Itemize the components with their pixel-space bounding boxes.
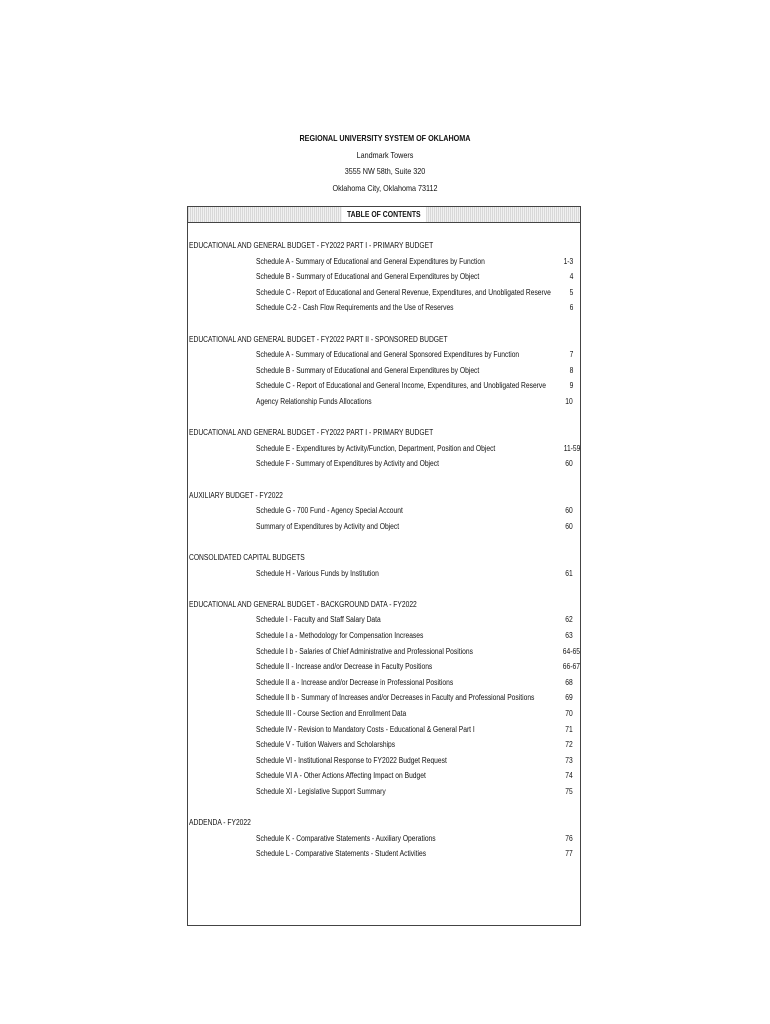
toc-entry [188, 631, 580, 641]
toc-entry [188, 444, 580, 454]
toc-entry-page: 66-67 [562, 662, 580, 672]
city-address: Oklahoma City, Oklahoma 73112 [332, 182, 438, 193]
section-heading: EDUCATIONAL AND GENERAL BUDGET - FY2022 PART II - SPONSORED BUDGET [189, 334, 448, 344]
toc-entry-page: 4 [569, 272, 573, 282]
toc-entry-label: Schedule VI - Institutional Response to FY2022 Budget Request [256, 755, 447, 765]
toc-entry-page: 5 [569, 287, 573, 297]
toc-entry [188, 397, 580, 407]
toc-entry-label: Schedule A - Summary of Educational and General Sponsored Expenditures by Function [256, 350, 520, 360]
toc-entry-page: 60 [565, 459, 573, 469]
toc-entry-label: Schedule B - Summary of Educational and General Expenditures by Object [256, 365, 480, 375]
toc-entry-label: Schedule II a - Increase and/or Decrease in Professional Positions [256, 677, 454, 687]
toc-entry [188, 272, 580, 282]
toc-entry [188, 771, 580, 781]
toc-entry-label: Schedule I b - Salaries of Chief Administrative and Professional Positions [256, 646, 473, 656]
toc-entry-label: Schedule I a - Methodology for Compensation Increases [256, 631, 424, 640]
toc-entry [188, 709, 580, 719]
toc-entry-label: Schedule II - Increase and/or Decrease in Faculty Positions [256, 662, 433, 672]
table-of-contents-box [187, 206, 581, 926]
toc-entry-label: Schedule XI - Legislative Support Summary [256, 787, 386, 796]
toc-entry-page: 72 [565, 740, 573, 750]
toc-entry-label: Schedule VI A - Other Actions Affecting Impact on Budget [256, 771, 426, 781]
section-heading: AUXILIARY BUDGET - FY2022 [189, 490, 283, 500]
toc-title: TABLE OF CONTENTS [342, 207, 426, 222]
toc-entry [188, 522, 580, 532]
toc-entry [188, 849, 580, 859]
toc-entry-label: Summary of Expenditures by Activity and Object [256, 521, 400, 531]
toc-entry-page: 8 [569, 365, 573, 375]
section-heading: EDUCATIONAL AND GENERAL BUDGET - BACKGROUND DATA - FY2022 [189, 599, 417, 609]
toc-entry-page: 76 [565, 833, 573, 843]
toc-entry-label: Schedule I - Faculty and Staff Salary Data [256, 615, 381, 625]
toc-entry-page: 61 [565, 568, 573, 578]
toc-entry [188, 257, 580, 267]
toc-entry [188, 350, 580, 360]
toc-entry-label: Schedule C - Report of Educational and General Income, Expenditures, and Unobligated Reserve [256, 381, 546, 391]
section-heading: EDUCATIONAL AND GENERAL BUDGET - FY2022 PART I - PRIMARY BUDGET [189, 241, 434, 250]
toc-entry-page: 73 [565, 755, 573, 765]
toc-entry-page: 9 [569, 381, 573, 391]
street-address: 3555 NW 58th, Suite 320 [344, 166, 426, 176]
toc-entry-page: 75 [565, 787, 573, 796]
toc-entry [188, 647, 580, 657]
toc-entry-label: Schedule E - Expenditures by Activity/Function, Department, Position and Object [256, 443, 496, 453]
toc-entry [188, 693, 580, 703]
toc-entry-page: 69 [565, 693, 573, 703]
building-name: Landmark Towers [356, 149, 414, 160]
toc-entry [188, 756, 580, 766]
toc-entry [188, 506, 580, 516]
toc-entry [188, 740, 580, 750]
toc-entry-label: Schedule C-2 - Cash Flow Requirements and the Use of Reserves [256, 303, 454, 313]
toc-entry [188, 381, 580, 391]
toc-entry-page: 7 [569, 350, 573, 360]
toc-entry-page: 68 [565, 677, 573, 687]
toc-entry-page: 70 [565, 709, 573, 718]
toc-entry [188, 459, 580, 469]
toc-entry-label: Schedule F - Summary of Expenditures by Activity and Object [256, 459, 439, 469]
toc-entry-label: Schedule A - Summary of Educational and General Expenditures by Function [256, 256, 485, 266]
toc-entry-page: 6 [569, 303, 573, 313]
toc-entry-label: Schedule II b - Summary of Increases and/or Decreases in Faculty and Professional Positions [256, 693, 535, 703]
toc-entry [188, 303, 580, 313]
toc-entry-label: Schedule C - Report of Educational and General Revenue, Expenditures, and Unobligated Reserve [256, 287, 551, 297]
toc-entry [188, 615, 580, 625]
toc-entry [188, 569, 580, 579]
section-heading: CONSOLIDATED CAPITAL BUDGETS [189, 553, 305, 562]
toc-entry-page: 60 [565, 521, 573, 531]
toc-entry-page: 1-3 [563, 256, 573, 266]
toc-entry [188, 834, 580, 844]
toc-entry-page: 64-65 [562, 646, 580, 656]
toc-entry-page: 11-59 [563, 443, 580, 453]
toc-entry-label: Schedule III - Course Section and Enrollment Data [256, 709, 407, 718]
toc-entry-page: 63 [565, 631, 573, 640]
toc-entry-page: 60 [565, 506, 573, 516]
toc-entry-label: Schedule K - Comparative Statements - Auxiliary Operations [256, 833, 436, 843]
section-heading: EDUCATIONAL AND GENERAL BUDGET - FY2022 PART I - PRIMARY BUDGET [189, 428, 434, 438]
toc-entry-page: 62 [565, 615, 573, 625]
toc-entry-page: 10 [565, 397, 573, 406]
toc-entry-label: Schedule L - Comparative Statements - Student Activities [256, 849, 427, 859]
toc-entry-page: 77 [565, 849, 573, 859]
toc-entry-label: Schedule G - 700 Fund - Agency Special Account [256, 506, 403, 516]
organization-name: REGIONAL UNIVERSITY SYSTEM OF OKLAHOMA [299, 133, 471, 143]
toc-entry-label: Agency Relationship Funds Allocations [256, 397, 372, 406]
toc-entry-page: 71 [565, 724, 573, 734]
toc-entry-label: Schedule IV - Revision to Mandatory Costs - Educational & General Part I [256, 724, 475, 734]
toc-entry-label: Schedule H - Various Funds by Institution [256, 568, 379, 578]
section-heading: ADDENDA - FY2022 [189, 818, 251, 828]
document-header [0, 130, 770, 196]
toc-entry [188, 787, 580, 797]
toc-entry [188, 288, 580, 298]
toc-entry [188, 366, 580, 376]
toc-title-bar [188, 207, 580, 223]
toc-entry [188, 725, 580, 735]
toc-entry-label: Schedule V - Tuition Waivers and Scholarships [256, 740, 396, 750]
toc-entry-page: 74 [565, 771, 573, 781]
toc-entry [188, 662, 580, 672]
toc-entry [188, 678, 580, 688]
toc-entry-label: Schedule B - Summary of Educational and General Expenditures by Object [256, 272, 480, 282]
